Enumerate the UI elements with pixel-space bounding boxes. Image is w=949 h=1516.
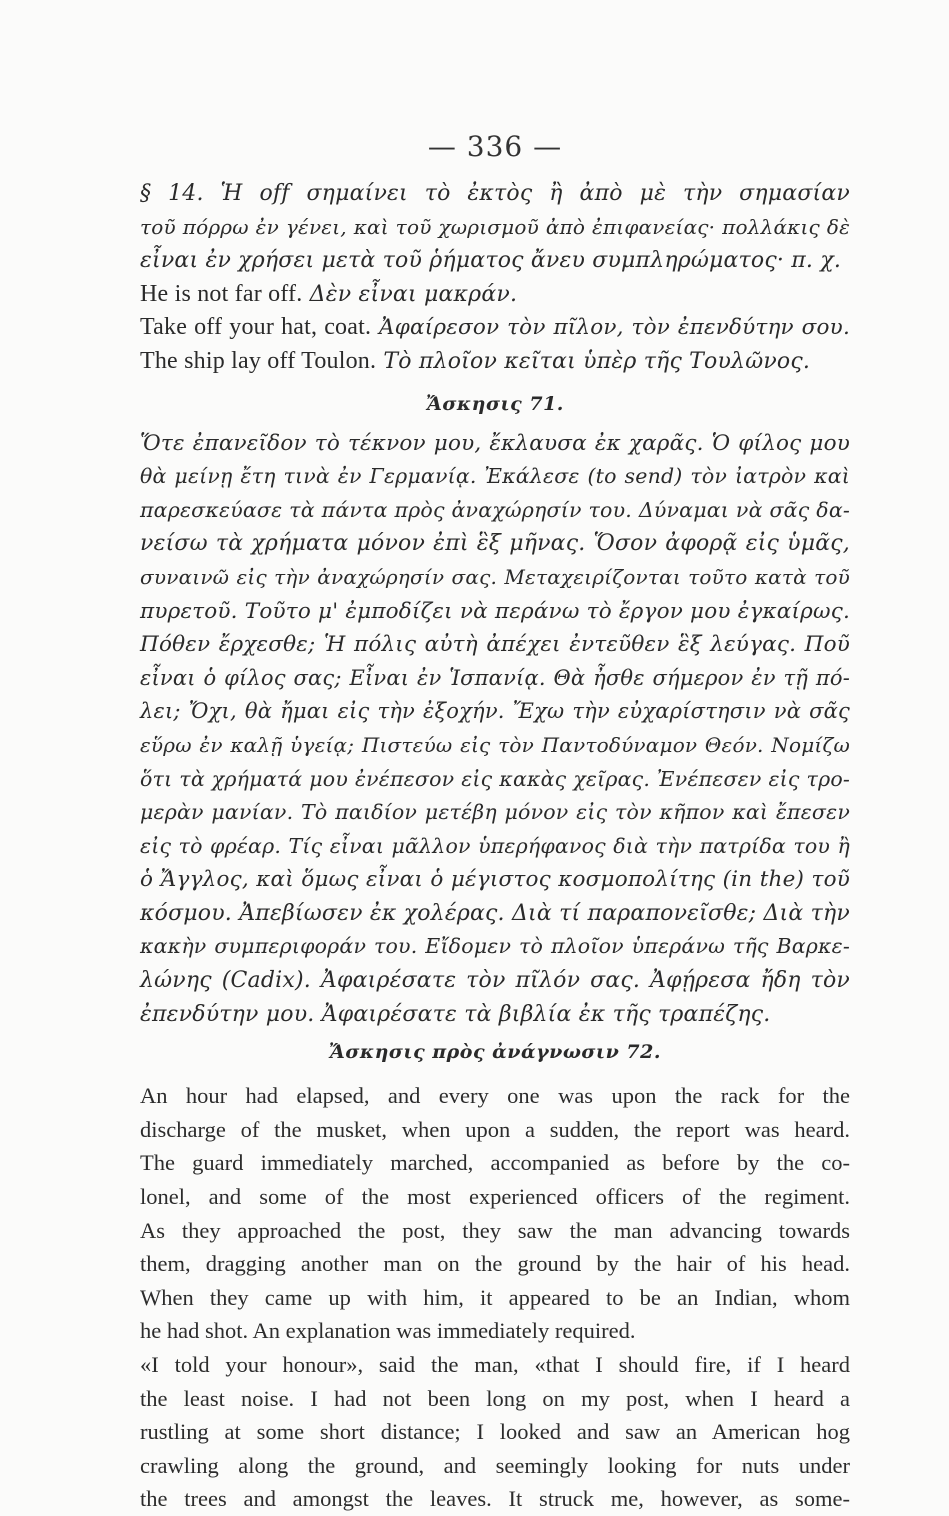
section-14-line: τοῦ πόρρω ἐν γένει, καὶ τοῦ χωρισμοῦ ἀπὸ ἐπιφανείας· πολλάκις δὲ	[140, 214, 850, 239]
exercise-72-line: «I told your honour», said the man, «that I should fire, if I heard	[140, 1352, 850, 1377]
example-greek: Τὸ πλοῖον κεῖται ὑπὲρ τῆς Τουλῶνος.	[383, 348, 811, 374]
exercise-72-line: them, dragging another man on the ground by the hair of his head.	[140, 1251, 850, 1277]
exercise-71-line: μερὰν μανίαν. Τὸ παιδίον μετέβη μόνον εἰς τὸν κῆπον καὶ ἔπεσεν	[140, 800, 850, 825]
exercise-72-line: crawling along the ground, and seemingly looking for nuts under	[140, 1452, 850, 1478]
exercise-71-line: εἶναι ὁ φίλος σας; Εἶναι ἐν Ἱσπανίᾳ. Θὰ ἦσθε σήμερον ἐν τῇ πό-	[140, 665, 850, 690]
book-page	[140, 130, 850, 1516]
exercise-71-heading: Ἄσκησις 71.	[426, 392, 564, 415]
exercise-72-line: lonel, and some of the most experienced officers of the regiment.	[140, 1184, 850, 1210]
exercise-71-line: Ὅτε ἐπανεῖδον τὸ τέκνον μου, ἔκλαυσα ἐκ χαρᾶς. Ὁ φίλος μου	[140, 430, 850, 456]
example-english: Take off your hat, coat.	[140, 314, 372, 341]
exercise-72-line: An hour had elapsed, and every one was upon the rack for the	[140, 1083, 850, 1109]
example-english: He is not far off.	[140, 280, 303, 307]
example-row	[140, 311, 850, 345]
exercise-71-line: Πόθεν ἔρχεσθε; Ἡ πόλις αὐτὴ ἀπέχει ἐντεῦθεν ἓξ λεύγας. Ποῦ	[140, 632, 850, 658]
exercise-71-line: λει; Ὄχι, θὰ ἤμαι εἰς τὴν ἐξοχήν. Ἔχω τὴν εὐχαρίστησιν νὰ σᾶς	[140, 699, 850, 724]
exercise-71-line: ὁ Ἄγγλος, καὶ ὅμως εἶναι ὁ μέγιστος κοσμοπολίτης (in the) τοῦ	[140, 867, 850, 893]
exercise-72-text	[140, 1079, 850, 1516]
example-greek: Δὲν εἶναι μακράν.	[309, 281, 518, 307]
exercise-71-line: κόσμου. Ἀπεβίωσεν ἐκ χολέρας. Διὰ τί παραπονεῖσθε; Διὰ τὴν	[140, 900, 850, 926]
exercise-71-line: ὅτι τὰ χρήματά μου ἐνέπεσον εἰς κακὰς χεῖρας. Ἐνέπεσεν εἰς τρο-	[140, 766, 850, 791]
exercise-72-line: the least noise. I had not been long on my post, when I heard a	[140, 1385, 850, 1411]
exercise-71-line: κακὴν συμπεριφοράν του. Εἴδομεν τὸ πλοῖον ὑπεράνω τῆς Βαρκε-	[140, 934, 850, 959]
exercise-71-line: συναινῶ εἰς τὴν ἀναχώρησίν σας. Μεταχειρίζονται τοῦτο κατὰ τοῦ	[140, 564, 850, 589]
exercise-71-line: θὰ μείνῃ ἔτη τινὰ ἐν Γερμανίᾳ. Ἐκάλεσε (to send) τὸν ἰατρὸν καὶ	[140, 464, 850, 489]
exercise-72-line: As they approached the post, they saw the man advancing towards	[140, 1217, 850, 1243]
exercise-71-line: λώνης (Cadix). Ἀφαιρέσατε τὸν πῖλόν σας. Ἀφῄρεσα ἤδη τὸν	[140, 968, 850, 994]
exercise-72-line: When they came up with him, it appeared to be an Indian, whom	[140, 1284, 850, 1310]
page-number: — 336 —	[427, 130, 563, 163]
exercise-72-line: The guard immediately marched, accompanied as before by the co-	[140, 1150, 850, 1176]
example-english: The ship lay off Toulon.	[140, 347, 377, 374]
section-14-line: εἶναι ἐν χρήσει μετὰ τοῦ ῥήματος ἄνευ συμπληρώματος· π. χ.	[140, 248, 842, 274]
exercise-71-line: πυρετοῦ. Τοῦτο μ' ἐμποδίζει νὰ περάνω τὸ ἔργον μου ἐγκαίρως.	[140, 598, 850, 624]
exercise-71-line: εἰς τὸ φρέαρ. Τίς εἶναι μᾶλλον ὑπερήφανος διὰ τὴν πατρίδα του ἢ	[140, 833, 850, 858]
exercise-71-line: παρεσκεύασε τὰ πάντα πρὸς ἀναχώρησίν του. Δύναμαι νὰ σᾶς δα-	[140, 497, 850, 522]
exercise-72-line: rustling at some short distance; I looked and saw an American hog	[140, 1419, 850, 1445]
exercise-72-line: discharge of the musket, when upon a sudden, the report was heard.	[140, 1116, 850, 1142]
section-14-line: § 14. Ἡ off σημαίνει τὸ ἐκτὸς ἢ ἀπὸ μὲ τὴν σημασίαν	[140, 181, 850, 206]
exercise-72-line: he had shot. An explanation was immediately required.	[140, 1318, 636, 1344]
section-14	[140, 177, 850, 379]
exercise-71-line: εὕρω ἐν καλῇ ὑγείᾳ; Πιστεύω εἰς τὸν Παντοδύναμον Θεόν. Νομίζω	[140, 732, 850, 757]
exercise-71-line: ἐπενδύτην μου. Ἀφαιρέσατε τὰ βιβλία ἐκ τῆς τραπέζης.	[140, 1001, 771, 1027]
example-row	[140, 345, 850, 379]
exercise-71-text	[140, 427, 850, 1032]
example-greek: Ἀφαίρεσον τὸν πῖλον, τὸν ἐπενδύτην σου.	[379, 315, 850, 341]
exercise-72-line: the trees and amongst the leaves. It struck me, however, as some-	[140, 1486, 850, 1512]
example-row	[140, 278, 850, 312]
exercise-72-heading: Ἄσκησις πρὸς ἀνάγνωσιν 72.	[329, 1041, 661, 1064]
exercise-71-line: νείσω τὰ χρήματα μόνον ἐπὶ ἓξ μῆνας. Ὅσον ἀφορᾷ εἰς ὑμᾶς,	[140, 531, 850, 557]
